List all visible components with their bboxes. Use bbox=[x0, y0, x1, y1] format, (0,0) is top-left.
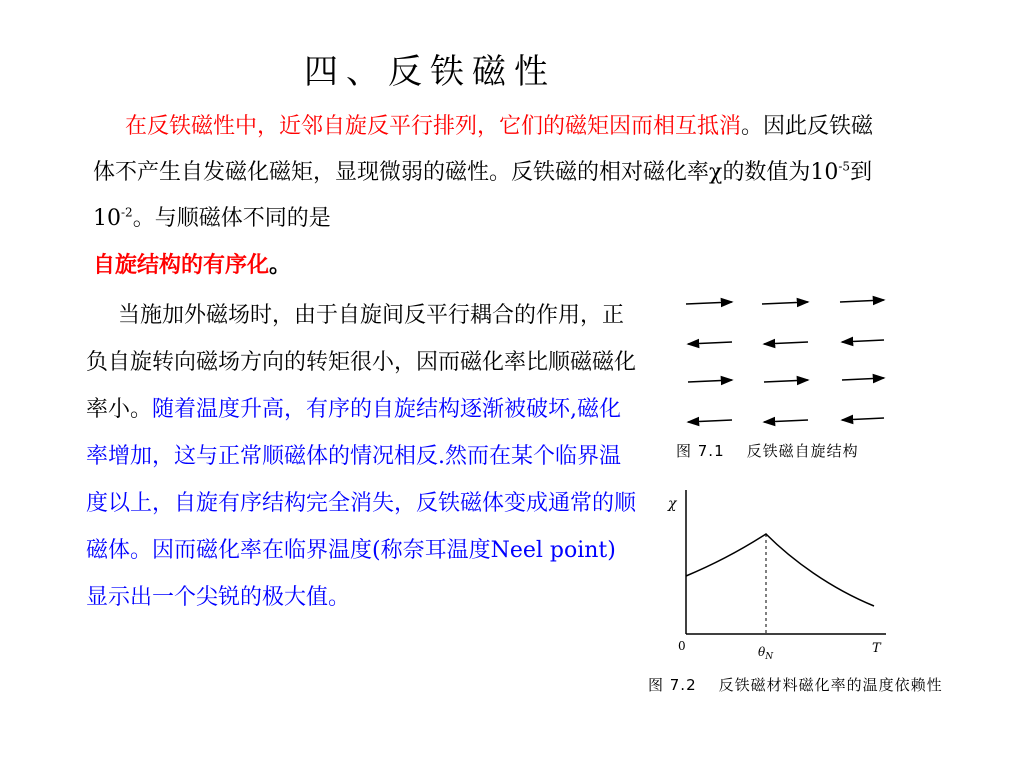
exponent-1: -5 bbox=[838, 159, 851, 174]
susceptibility-figure bbox=[660, 476, 900, 666]
x-axis-label: T bbox=[872, 641, 881, 656]
intro-red-text: 在反铁磁性中，近邻自旋反平行排列，它们的磁矩因而相互抵消 bbox=[125, 114, 742, 139]
y-axis-label: χ bbox=[668, 496, 677, 512]
slide-title: 四、反铁磁性 bbox=[304, 52, 556, 92]
chi-symbol: χ bbox=[709, 160, 723, 185]
figure-1-caption bbox=[676, 440, 859, 461]
intro-emphasis: 自旋结构的有序化 bbox=[93, 252, 270, 278]
susceptibility-curve bbox=[686, 534, 874, 606]
exponent-2: -2 bbox=[121, 205, 133, 220]
intro-text: 。因此反铁磁体不产生自发磁化磁矩，显现微弱的磁性。反铁磁的相对磁化率 bbox=[93, 114, 874, 185]
figure-2-number: 图 7.2 bbox=[648, 676, 697, 694]
paragraph-field bbox=[86, 292, 636, 621]
spin-arrows bbox=[686, 300, 884, 422]
intro-to-text: 到10 bbox=[93, 160, 873, 231]
figure-1-number: 图 7.1 bbox=[676, 442, 725, 460]
neel-theta: θ bbox=[758, 645, 766, 659]
field-blue-text: 随着温度升高，有序的自旋结构逐渐被破坏,磁化率增加，这与正常顺磁体的情况相反.然而在某个临界温度以上，自旋有序结构完全消失，反铁磁体变成通常的顺磁体。因而磁化率在临界温度(称奈耳温度Neel point)显示出一个尖锐的极大值。 bbox=[86, 397, 637, 610]
neel-subscript: N bbox=[765, 652, 774, 662]
intro-period: 。 bbox=[269, 252, 292, 278]
intro-end-text: 。与顺磁体不同的是 bbox=[132, 206, 331, 231]
spin-structure-figure bbox=[670, 290, 890, 430]
figure-2-caption bbox=[648, 674, 943, 695]
figure-1-title: 反铁磁自旋结构 bbox=[746, 442, 859, 460]
neel-label bbox=[758, 645, 774, 662]
paragraph-intro bbox=[93, 104, 883, 289]
figure-2-title: 反铁磁材料磁化率的温度依赖性 bbox=[718, 676, 943, 694]
intro-value-text: 的数值为10 bbox=[722, 160, 839, 185]
origin-label: 0 bbox=[678, 639, 686, 653]
field-text: 当施加外磁场时，由于自旋间反平行耦合的作用，正负自旋转向磁场方向的转矩很小，因而磁化率比顺磁磁化率小。 bbox=[86, 303, 637, 422]
